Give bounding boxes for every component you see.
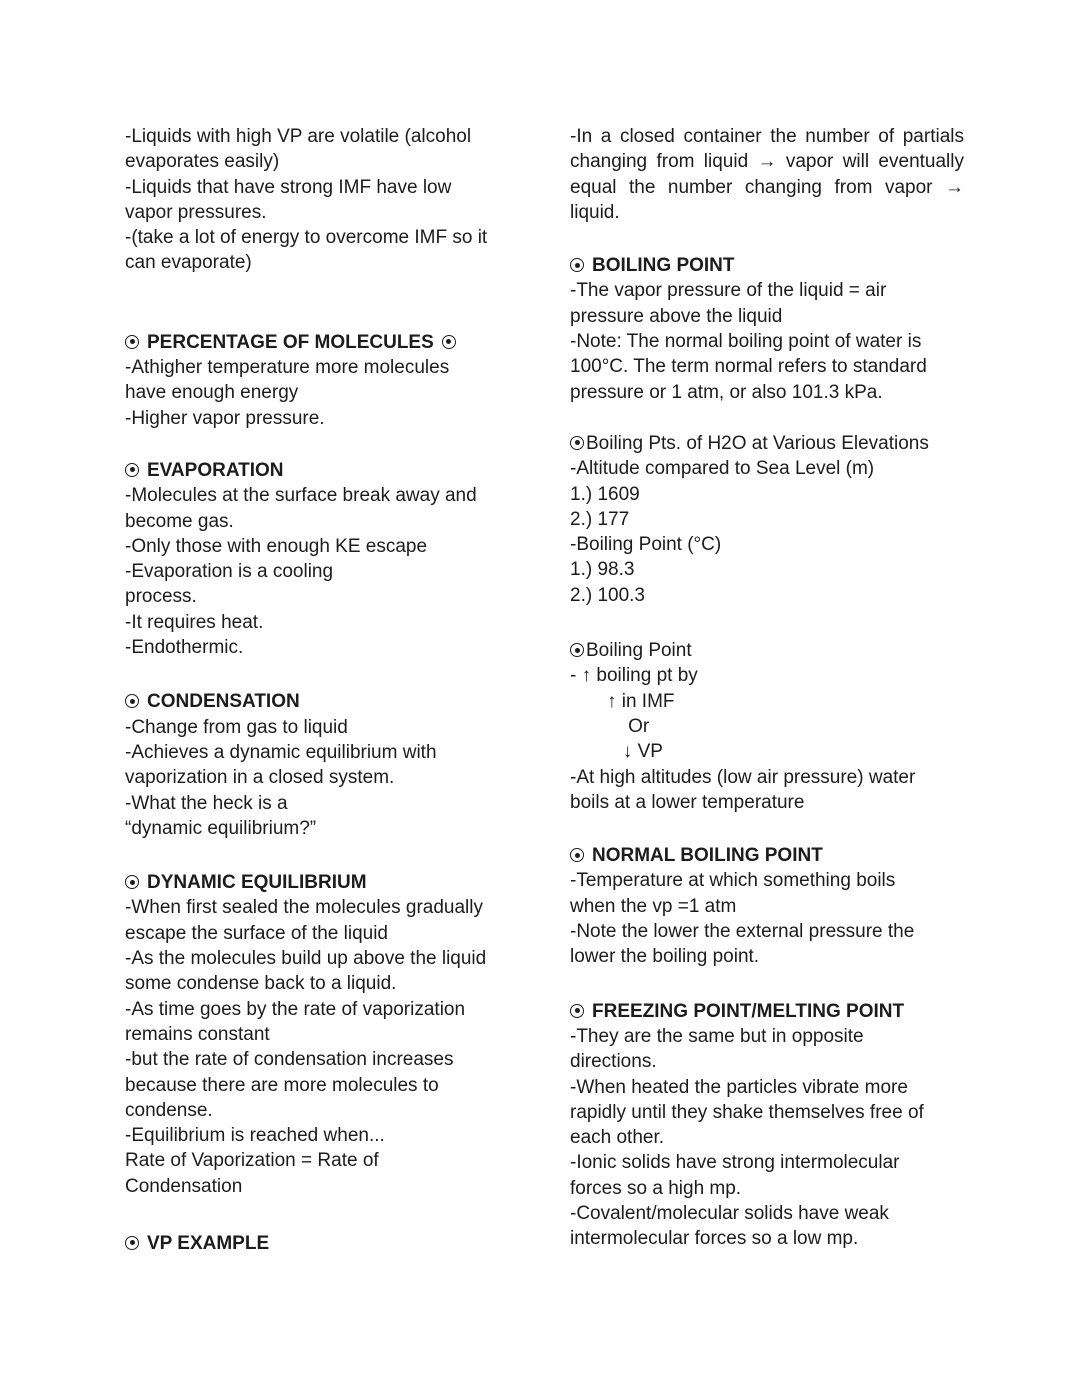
fisheye-bullet-icon	[570, 1004, 584, 1018]
section-normal-boiling-point	[570, 843, 964, 969]
text-line: -Altitude compared to Sea Level (m)	[570, 458, 875, 480]
text-line: pressure above the liquid	[570, 305, 783, 327]
text-line: forces so a high mp.	[570, 1177, 742, 1199]
column-left	[125, 124, 570, 1256]
section-boiling-pts-of-h2o-at-various-elevations	[570, 431, 964, 608]
section-boiling-point-arrows	[570, 638, 964, 815]
section-percentage-of-molecules	[125, 330, 570, 431]
text-line: some condense back to a liquid.	[125, 973, 397, 995]
text-line: -Molecules at the surface break away and	[125, 485, 477, 507]
text-line: -It requires heat.	[125, 611, 264, 633]
text-line: Condensation	[125, 1175, 243, 1197]
text-line: -The vapor pressure of the liquid = air	[570, 280, 887, 302]
text-line: 1.) 1609	[570, 483, 640, 505]
fisheye-bullet-icon	[125, 335, 139, 349]
text-line: -Equilibrium is reached when...	[125, 1125, 385, 1147]
text-line: -Achieves a dynamic equilibrium with	[125, 741, 437, 763]
text-line: Rate of Vaporization = Rate of	[125, 1150, 379, 1172]
text-line: -Change from gas to liquid	[125, 716, 348, 738]
text-line: -At high altitudes (low air pressure) water	[570, 766, 916, 788]
section-heading-text: FREEZING POINT/MELTING POINT	[592, 1000, 905, 1022]
section-heading-text: Boiling Pts. of H2O at Various Elevations	[586, 432, 929, 454]
text-line: ↓ VP	[570, 741, 663, 763]
fisheye-bullet-icon	[570, 643, 584, 657]
text-line: -Evaporation is a cooling	[125, 561, 334, 583]
text-line: process.	[125, 586, 197, 608]
section-dynamic-equilibrium	[125, 870, 570, 1199]
section-heading	[570, 431, 964, 456]
text-line: escape the surface of the liquid	[125, 922, 389, 944]
section-heading	[125, 1231, 570, 1256]
section-heading	[570, 638, 964, 663]
section-heading-text: Boiling Point	[586, 640, 692, 662]
text-line: 2.) 100.3	[570, 584, 645, 606]
fisheye-bullet-icon	[570, 258, 584, 272]
section-closed-container-equilibrium-note	[570, 124, 964, 225]
text-line: evaporates easily)	[125, 151, 280, 173]
text-line: pressure or 1 atm, or also 101.3 kPa.	[570, 381, 883, 403]
section-heading	[570, 843, 964, 868]
column-right	[570, 124, 964, 1256]
text-line: remains constant	[125, 1023, 270, 1045]
text-line: condense.	[125, 1099, 213, 1121]
text-line: -Covalent/molecular solids have weak	[570, 1202, 889, 1224]
text-line: -They are the same but in opposite	[570, 1025, 864, 1047]
section-heading	[125, 870, 570, 895]
text-line: -Liquids that have strong IMF have low	[125, 176, 452, 198]
section-boiling-point	[570, 253, 964, 405]
text-line: Or	[570, 715, 650, 737]
section-heading-text: VP EXAMPLE	[147, 1232, 270, 1254]
section-heading-text: EVAPORATION	[147, 459, 284, 481]
text-line: -(take a lot of energy to overcome IMF so it	[125, 227, 488, 249]
section-condensation	[125, 689, 570, 841]
text-line: -In a closed container the number of partials	[570, 126, 964, 147]
section-heading-text: NORMAL BOILING POINT	[592, 845, 823, 867]
text-line: -Note the lower the external pressure the	[570, 921, 915, 943]
section-heading-text: PERCENTAGE OF MOLECULES	[147, 331, 434, 353]
section-heading	[125, 330, 570, 355]
text-line: -Higher vapor pressure.	[125, 407, 325, 429]
text-line: changing from liquid → vapor will eventually	[570, 151, 964, 173]
text-line: equal the number changing from vapor →	[570, 176, 964, 198]
fisheye-bullet-icon	[125, 694, 139, 708]
text-line: vapor pressures.	[125, 201, 267, 223]
section-vp-example	[125, 1231, 570, 1256]
text-line: -Only those with enough KE escape	[125, 535, 428, 557]
text-line: -Athigher temperature more molecules	[125, 357, 450, 379]
text-line: each other.	[570, 1127, 665, 1149]
text-line: intermolecular forces so a low mp.	[570, 1228, 859, 1250]
text-line: rapidly until they shake themselves free of	[570, 1101, 924, 1123]
text-line: 100°C. The term normal refers to standard	[570, 356, 927, 378]
text-line: -Boiling Point (°C)	[570, 534, 722, 556]
text-line: -What the heck is a	[125, 792, 288, 814]
two-column-layout	[125, 124, 1020, 1256]
section-heading	[125, 689, 570, 714]
text-line: 1.) 98.3	[570, 559, 635, 581]
text-line: -As time goes by the rate of vaporization	[125, 998, 466, 1020]
text-line: -When heated the particles vibrate more	[570, 1076, 908, 1098]
text-line: -Ionic solids have strong intermolecular	[570, 1152, 900, 1174]
text-line: because there are more molecules to	[125, 1074, 439, 1096]
text-line: -Liquids with high VP are volatile (alcohol	[125, 126, 472, 147]
text-line: - ↑ boiling pt by	[570, 665, 698, 687]
text-line: -Note: The normal boiling point of water is	[570, 331, 922, 353]
text-line: can evaporate)	[125, 252, 252, 274]
section-evaporation	[125, 458, 570, 660]
section-heading-text: DYNAMIC EQUILIBRIUM	[147, 872, 367, 894]
text-line: ↑ in IMF	[570, 690, 675, 712]
section-heading-text: CONDENSATION	[147, 691, 300, 713]
text-line: “dynamic equilibrium?”	[125, 817, 317, 839]
text-line: liquid.	[570, 201, 620, 223]
text-line: -Endothermic.	[125, 637, 244, 659]
fisheye-bullet-icon	[442, 335, 456, 349]
section-vapor-pressure-volatility-notes	[125, 124, 570, 276]
section-heading	[570, 253, 964, 278]
fisheye-bullet-icon	[570, 848, 584, 862]
fisheye-bullet-icon	[125, 463, 139, 477]
text-line: vaporization in a closed system.	[125, 767, 395, 789]
text-line: -Temperature at which something boils	[570, 870, 896, 892]
text-line: lower the boiling point.	[570, 946, 760, 968]
fisheye-bullet-icon	[125, 1236, 139, 1250]
fisheye-bullet-icon	[125, 875, 139, 889]
text-line: 2.) 177	[570, 508, 630, 530]
text-line: become gas.	[125, 510, 234, 532]
text-line: when the vp =1 atm	[570, 895, 737, 917]
text-line: have enough energy	[125, 382, 299, 404]
section-heading	[570, 999, 964, 1024]
text-line: boils at a lower temperature	[570, 791, 805, 813]
text-line: -When first sealed the molecules gradually	[125, 897, 484, 919]
section-heading-text: BOILING POINT	[592, 255, 735, 277]
text-line: directions.	[570, 1051, 657, 1073]
text-line: -As the molecules build up above the liquid	[125, 948, 487, 970]
fisheye-bullet-icon	[570, 436, 584, 450]
section-heading	[125, 458, 570, 483]
section-freezing-point-melting-point	[570, 999, 964, 1252]
text-line: -but the rate of condensation increases	[125, 1049, 454, 1071]
